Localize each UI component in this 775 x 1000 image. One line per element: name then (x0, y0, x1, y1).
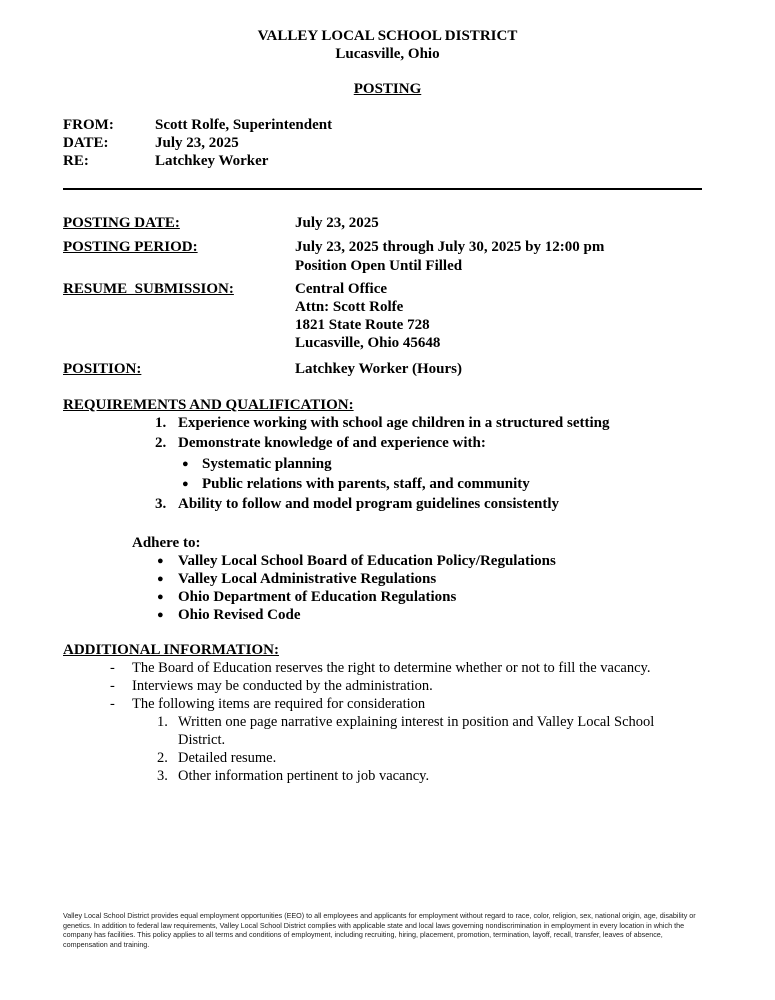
bullet-icon: ● (182, 458, 189, 470)
dash-marker: - (110, 660, 115, 676)
req-number-3: 3. (155, 496, 167, 512)
district-city: Lucasville, Ohio (335, 46, 440, 62)
numbered-marker-2: 2. (157, 750, 168, 766)
date-value: July 23, 2025 (155, 135, 239, 151)
additional-item-3: The following items are required for consideration (132, 696, 426, 712)
req-sub-item-1: Systematic planning (202, 456, 332, 472)
adhere-item-3: Ohio Department of Education Regulations (178, 589, 457, 605)
posting-period-label: POSTING PERIOD: (63, 239, 198, 255)
bullet-icon: ● (157, 609, 164, 621)
req-number-2: 2. (155, 435, 167, 451)
bullet-icon: ● (182, 478, 189, 490)
re-value: Latchkey Worker (155, 153, 269, 169)
divider-rule (63, 188, 702, 190)
adhere-item-4: Ohio Revised Code (178, 607, 301, 623)
from-value: Scott Rolfe, Superintendent (155, 117, 333, 133)
from-label: FROM: (63, 117, 114, 133)
posting-date-value: July 23, 2025 (295, 215, 379, 231)
req-sub-item-2: Public relations with parents, staff, and community (202, 476, 530, 492)
requirements-heading: REQUIREMENTS AND QUALIFICATION: (63, 397, 354, 413)
date-label: DATE: (63, 135, 109, 151)
dash-marker: - (110, 678, 115, 694)
bullet-icon: ● (157, 591, 164, 603)
adhere-item-2: Valley Local Administrative Regulations (178, 571, 437, 587)
resume-address-line3: 1821 State Route 728 (295, 317, 430, 333)
re-label: RE: (63, 153, 89, 169)
required-item-2: Detailed resume. (178, 750, 277, 766)
eeo-footer: Valley Local School District provides equal employment opportunities (EEO) to all employees and applicants for employment without regard to race, color, religion, sex, national origin, age, disability or genetics. In addition to federal law requirements, Valley Local School District complies with applicable state and local laws governing nondiscrimination in employment in every location in which the company has facilities. This policy applies to all terms and conditions of employment, including recruiting, hiring, placement, promotion, termination, layoff, recall, transfer, leaves of absence, compensation and training. (63, 911, 696, 949)
resume-address-line2: Attn: Scott Rolfe (295, 299, 404, 315)
dash-marker: - (110, 696, 115, 712)
required-item-3: Other information pertinent to job vacancy. (178, 768, 430, 784)
req-number-1: 1. (155, 415, 167, 431)
required-item-1: Written one page narrative explaining interest in position and Valley Local School (178, 714, 655, 730)
resume-address-line1: Central Office (295, 281, 388, 297)
resume-address-line4: Lucasville, Ohio 45648 (295, 335, 441, 351)
req-item-3: Ability to follow and model program guidelines consistently (178, 496, 559, 512)
posting-period-note: Position Open Until Filled (295, 258, 463, 274)
posting-date-label: POSTING DATE: (63, 215, 180, 231)
numbered-marker-3: 3. (157, 768, 168, 784)
position-value: Latchkey Worker (Hours) (295, 361, 462, 377)
adhere-label: Adhere to: (132, 535, 201, 551)
bullet-icon: ● (157, 573, 164, 585)
req-item-1: Experience working with school age children in a structured setting (178, 415, 610, 431)
additional-item-1: The Board of Education reserves the right to determine whether or not to fill the vacancy. (132, 660, 651, 676)
additional-item-2: Interviews may be conducted by the administration. (132, 678, 433, 694)
resume-submission-label: RESUME SUBMISSION: (63, 281, 234, 297)
bullet-icon: ● (157, 555, 164, 567)
numbered-marker-1: 1. (157, 714, 168, 730)
required-item-1-cont: District. (178, 732, 226, 748)
req-item-2: Demonstrate knowledge of and experience with: (178, 435, 486, 451)
posting-period-value: July 23, 2025 through July 30, 2025 by 12:00 pm (295, 239, 605, 255)
additional-heading: ADDITIONAL INFORMATION: (63, 642, 279, 658)
district-title: VALLEY LOCAL SCHOOL DISTRICT (257, 28, 518, 44)
posting-heading: POSTING (353, 81, 422, 97)
adhere-item-1: Valley Local School Board of Education Policy/Regulations (178, 553, 556, 569)
position-label: POSITION: (63, 361, 142, 377)
